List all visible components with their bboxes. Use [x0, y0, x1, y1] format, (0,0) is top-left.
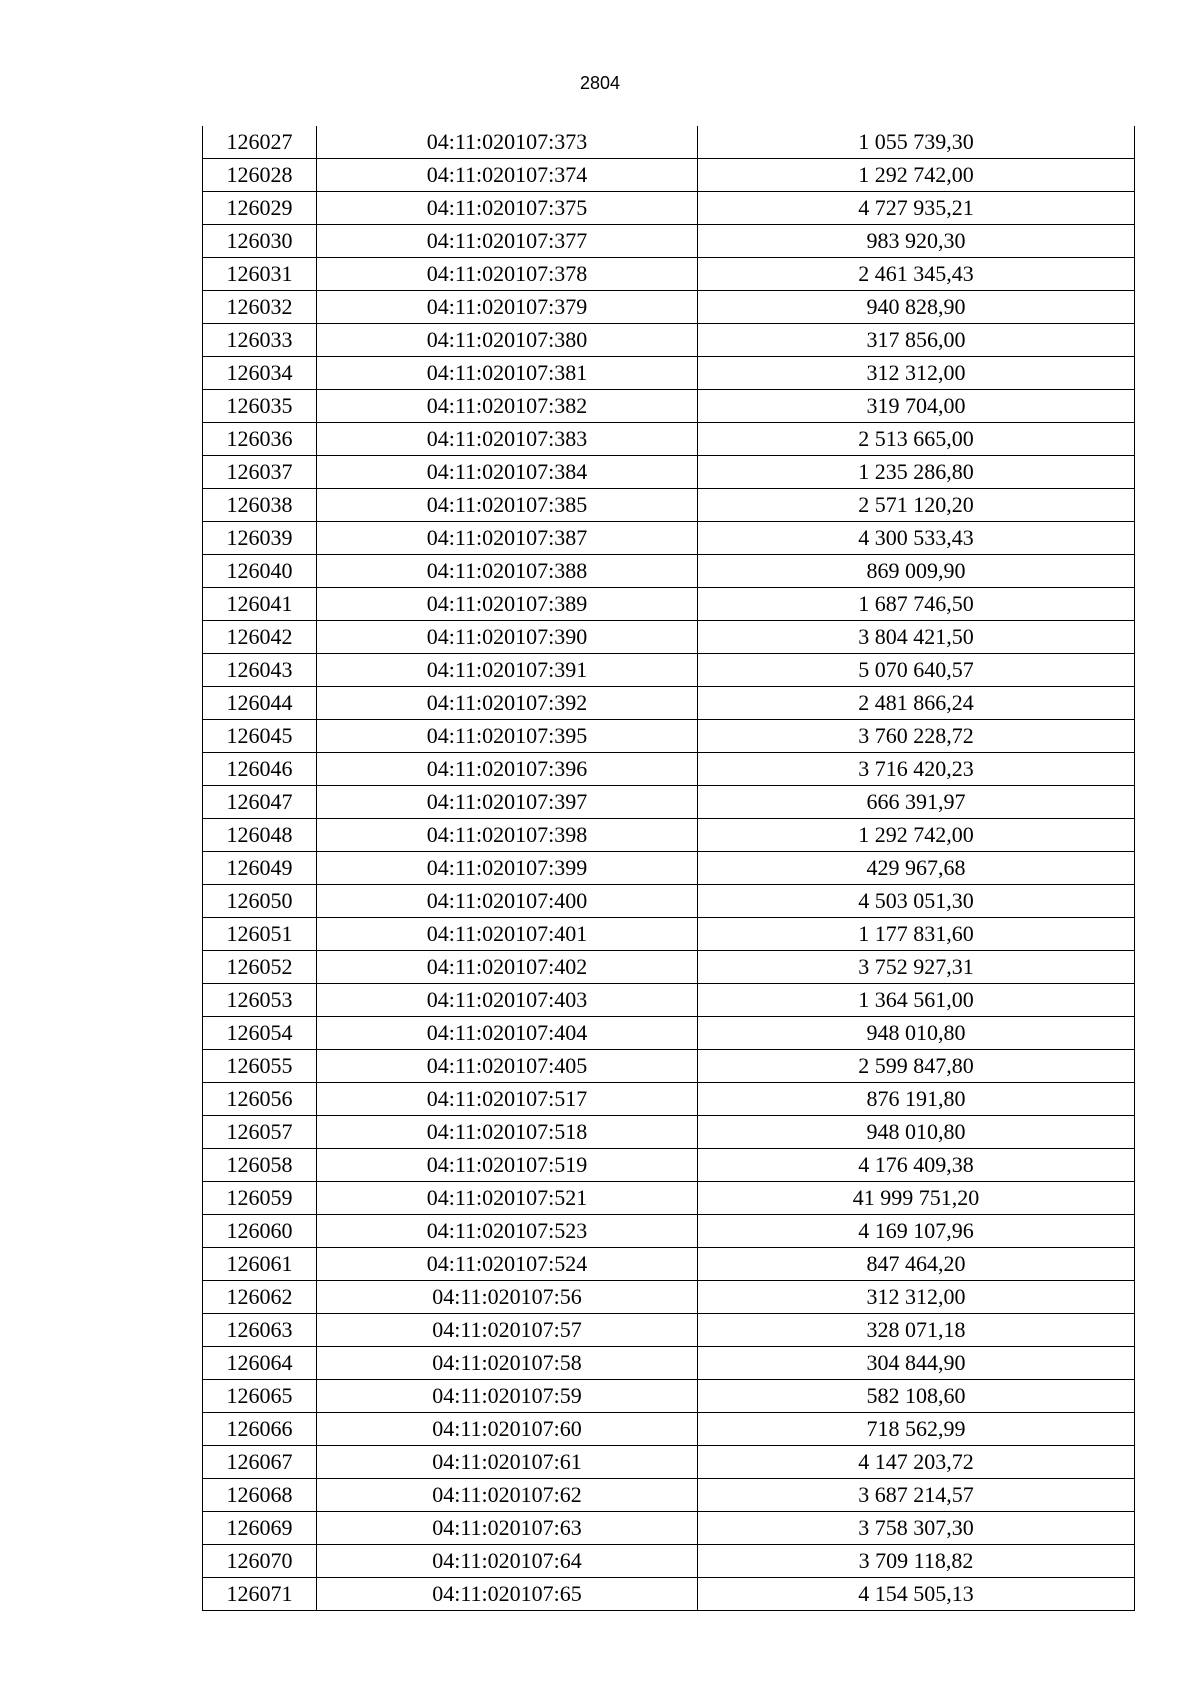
- cadastral-value-cell: 4 176 409,38: [698, 1149, 1135, 1182]
- cadastral-number-cell: 04:11:020107:61: [317, 1446, 698, 1479]
- row-number-cell: 126048: [203, 819, 317, 852]
- cadastral-value-cell: 3 760 228,72: [698, 720, 1135, 753]
- table-row: [203, 192, 1135, 225]
- table-body: [203, 126, 1135, 1611]
- cadastral-number-cell: 04:11:020107:379: [317, 291, 698, 324]
- cadastral-value-cell: 2 599 847,80: [698, 1050, 1135, 1083]
- row-number-cell: 126053: [203, 984, 317, 1017]
- row-number-cell: 126029: [203, 192, 317, 225]
- table-row: [203, 555, 1135, 588]
- cadastral-value-cell: 429 967,68: [698, 852, 1135, 885]
- cadastral-number-cell: 04:11:020107:399: [317, 852, 698, 885]
- table-row: [203, 1182, 1135, 1215]
- cadastral-number-cell: 04:11:020107:524: [317, 1248, 698, 1281]
- row-number-cell: 126034: [203, 357, 317, 390]
- row-number-cell: 126049: [203, 852, 317, 885]
- cadastral-number-cell: 04:11:020107:57: [317, 1314, 698, 1347]
- row-number-cell: 126038: [203, 489, 317, 522]
- cadastral-value-cell: 1 364 561,00: [698, 984, 1135, 1017]
- cadastral-value-cell: 4 503 051,30: [698, 885, 1135, 918]
- cadastral-value-cell: 3 709 118,82: [698, 1545, 1135, 1578]
- table-row: [203, 159, 1135, 192]
- table-row: [203, 984, 1135, 1017]
- cadastral-value-cell: 3 804 421,50: [698, 621, 1135, 654]
- cadastral-value-cell: 2 461 345,43: [698, 258, 1135, 291]
- row-number-cell: 126051: [203, 918, 317, 951]
- cadastral-value-cell: 2 513 665,00: [698, 423, 1135, 456]
- cadastral-number-cell: 04:11:020107:62: [317, 1479, 698, 1512]
- table-row: [203, 1479, 1135, 1512]
- row-number-cell: 126041: [203, 588, 317, 621]
- table-row: [203, 1149, 1135, 1182]
- cadastral-value-cell: 1 292 742,00: [698, 819, 1135, 852]
- row-number-cell: 126067: [203, 1446, 317, 1479]
- table-row: [203, 1050, 1135, 1083]
- row-number-cell: 126062: [203, 1281, 317, 1314]
- table-row: [203, 225, 1135, 258]
- row-number-cell: 126057: [203, 1116, 317, 1149]
- cadastral-number-cell: 04:11:020107:385: [317, 489, 698, 522]
- cadastral-number-cell: 04:11:020107:392: [317, 687, 698, 720]
- row-number-cell: 126061: [203, 1248, 317, 1281]
- row-number-cell: 126042: [203, 621, 317, 654]
- cadastral-number-cell: 04:11:020107:378: [317, 258, 698, 291]
- cadastral-number-cell: 04:11:020107:382: [317, 390, 698, 423]
- table-row: [203, 357, 1135, 390]
- row-number-cell: 126071: [203, 1578, 317, 1611]
- row-number-cell: 126032: [203, 291, 317, 324]
- cadastral-number-cell: 04:11:020107:403: [317, 984, 698, 1017]
- table-row: [203, 1281, 1135, 1314]
- row-number-cell: 126040: [203, 555, 317, 588]
- row-number-cell: 126039: [203, 522, 317, 555]
- table-row: [203, 720, 1135, 753]
- row-number-cell: 126046: [203, 753, 317, 786]
- table-row: [203, 1347, 1135, 1380]
- row-number-cell: 126027: [203, 126, 317, 159]
- table-row: [203, 1314, 1135, 1347]
- cadastral-number-cell: 04:11:020107:401: [317, 918, 698, 951]
- cadastral-value-cell: 1 687 746,50: [698, 588, 1135, 621]
- cadastral-number-cell: 04:11:020107:390: [317, 621, 698, 654]
- row-number-cell: 126033: [203, 324, 317, 357]
- cadastral-value-cell: 3 758 307,30: [698, 1512, 1135, 1545]
- cadastral-number-cell: 04:11:020107:380: [317, 324, 698, 357]
- cadastral-number-cell: 04:11:020107:63: [317, 1512, 698, 1545]
- cadastral-value-table: [202, 126, 1135, 1611]
- row-number-cell: 126035: [203, 390, 317, 423]
- cadastral-number-cell: 04:11:020107:523: [317, 1215, 698, 1248]
- cadastral-number-cell: 04:11:020107:395: [317, 720, 698, 753]
- table-row: [203, 654, 1135, 687]
- cadastral-number-cell: 04:11:020107:518: [317, 1116, 698, 1149]
- row-number-cell: 126066: [203, 1413, 317, 1446]
- cadastral-value-cell: 4 147 203,72: [698, 1446, 1135, 1479]
- row-number-cell: 126050: [203, 885, 317, 918]
- table-row: [203, 1083, 1135, 1116]
- cadastral-number-cell: 04:11:020107:517: [317, 1083, 698, 1116]
- row-number-cell: 126060: [203, 1215, 317, 1248]
- cadastral-number-cell: 04:11:020107:373: [317, 126, 698, 159]
- cadastral-number-cell: 04:11:020107:383: [317, 423, 698, 456]
- cadastral-value-cell: 304 844,90: [698, 1347, 1135, 1380]
- cadastral-number-cell: 04:11:020107:397: [317, 786, 698, 819]
- cadastral-number-cell: 04:11:020107:404: [317, 1017, 698, 1050]
- cadastral-value-cell: 4 154 505,13: [698, 1578, 1135, 1611]
- cadastral-value-cell: 876 191,80: [698, 1083, 1135, 1116]
- row-number-cell: 126043: [203, 654, 317, 687]
- cadastral-value-cell: 1 055 739,30: [698, 126, 1135, 159]
- cadastral-value-cell: 940 828,90: [698, 291, 1135, 324]
- cadastral-number-cell: 04:11:020107:65: [317, 1578, 698, 1611]
- cadastral-value-cell: 319 704,00: [698, 390, 1135, 423]
- row-number-cell: 126031: [203, 258, 317, 291]
- table-row: [203, 1545, 1135, 1578]
- table-row: [203, 918, 1135, 951]
- cadastral-number-cell: 04:11:020107:398: [317, 819, 698, 852]
- cadastral-value-cell: 4 727 935,21: [698, 192, 1135, 225]
- row-number-cell: 126055: [203, 1050, 317, 1083]
- table-row: [203, 456, 1135, 489]
- table-row: [203, 885, 1135, 918]
- cadastral-value-cell: 3 687 214,57: [698, 1479, 1135, 1512]
- cadastral-value-cell: 2 571 120,20: [698, 489, 1135, 522]
- row-number-cell: 126044: [203, 687, 317, 720]
- table-row: [203, 951, 1135, 984]
- cadastral-value-cell: 4 169 107,96: [698, 1215, 1135, 1248]
- cadastral-number-cell: 04:11:020107:375: [317, 192, 698, 225]
- row-number-cell: 126059: [203, 1182, 317, 1215]
- table-row: [203, 126, 1135, 159]
- cadastral-value-cell: 847 464,20: [698, 1248, 1135, 1281]
- cadastral-number-cell: 04:11:020107:58: [317, 1347, 698, 1380]
- table-row: [203, 753, 1135, 786]
- table-row: [203, 852, 1135, 885]
- row-number-cell: 126068: [203, 1479, 317, 1512]
- page-number: 2804: [579, 73, 621, 93]
- row-number-cell: 126056: [203, 1083, 317, 1116]
- table-row: [203, 786, 1135, 819]
- cadastral-value-cell: 1 235 286,80: [698, 456, 1135, 489]
- cadastral-number-cell: 04:11:020107:402: [317, 951, 698, 984]
- row-number-cell: 126069: [203, 1512, 317, 1545]
- row-number-cell: 126064: [203, 1347, 317, 1380]
- table-row: [203, 1116, 1135, 1149]
- cadastral-value-cell: 1 292 742,00: [698, 159, 1135, 192]
- cadastral-number-cell: 04:11:020107:64: [317, 1545, 698, 1578]
- table-row: [203, 324, 1135, 357]
- table-row: [203, 1512, 1135, 1545]
- cadastral-value-cell: 2 481 866,24: [698, 687, 1135, 720]
- cadastral-number-cell: 04:11:020107:384: [317, 456, 698, 489]
- table-row: [203, 588, 1135, 621]
- table-row: [203, 522, 1135, 555]
- table-row: [203, 258, 1135, 291]
- table-row: [203, 1380, 1135, 1413]
- table-row: [203, 1413, 1135, 1446]
- row-number-cell: 126047: [203, 786, 317, 819]
- cadastral-number-cell: 04:11:020107:56: [317, 1281, 698, 1314]
- table-row: [203, 1446, 1135, 1479]
- cadastral-value-cell: 582 108,60: [698, 1380, 1135, 1413]
- table-row: [203, 819, 1135, 852]
- row-number-cell: 126065: [203, 1380, 317, 1413]
- cadastral-value-cell: 4 300 533,43: [698, 522, 1135, 555]
- cadastral-number-cell: 04:11:020107:381: [317, 357, 698, 390]
- cadastral-number-cell: 04:11:020107:387: [317, 522, 698, 555]
- cadastral-value-cell: 312 312,00: [698, 357, 1135, 390]
- cadastral-number-cell: 04:11:020107:400: [317, 885, 698, 918]
- cadastral-value-cell: 5 070 640,57: [698, 654, 1135, 687]
- cadastral-value-cell: 312 312,00: [698, 1281, 1135, 1314]
- cadastral-number-cell: 04:11:020107:391: [317, 654, 698, 687]
- table-row: [203, 390, 1135, 423]
- row-number-cell: 126030: [203, 225, 317, 258]
- cadastral-value-cell: 317 856,00: [698, 324, 1135, 357]
- cadastral-value-cell: 1 177 831,60: [698, 918, 1135, 951]
- row-number-cell: 126052: [203, 951, 317, 984]
- table-row: [203, 1248, 1135, 1281]
- cadastral-value-cell: 948 010,80: [698, 1116, 1135, 1149]
- cadastral-number-cell: 04:11:020107:388: [317, 555, 698, 588]
- cadastral-number-cell: 04:11:020107:60: [317, 1413, 698, 1446]
- cadastral-value-cell: 328 071,18: [698, 1314, 1135, 1347]
- table-row: [203, 1578, 1135, 1611]
- row-number-cell: 126036: [203, 423, 317, 456]
- cadastral-value-cell: 718 562,99: [698, 1413, 1135, 1446]
- cadastral-number-cell: 04:11:020107:389: [317, 588, 698, 621]
- row-number-cell: 126054: [203, 1017, 317, 1050]
- cadastral-number-cell: 04:11:020107:396: [317, 753, 698, 786]
- table-row: [203, 621, 1135, 654]
- cadastral-number-cell: 04:11:020107:405: [317, 1050, 698, 1083]
- cadastral-value-cell: 41 999 751,20: [698, 1182, 1135, 1215]
- row-number-cell: 126063: [203, 1314, 317, 1347]
- cadastral-value-cell: 666 391,97: [698, 786, 1135, 819]
- cadastral-value-cell: 3 716 420,23: [698, 753, 1135, 786]
- row-number-cell: 126037: [203, 456, 317, 489]
- cadastral-number-cell: 04:11:020107:374: [317, 159, 698, 192]
- cadastral-value-cell: 948 010,80: [698, 1017, 1135, 1050]
- row-number-cell: 126028: [203, 159, 317, 192]
- table-row: [203, 1215, 1135, 1248]
- cadastral-number-cell: 04:11:020107:519: [317, 1149, 698, 1182]
- table-row: [203, 423, 1135, 456]
- cadastral-value-cell: 3 752 927,31: [698, 951, 1135, 984]
- row-number-cell: 126045: [203, 720, 317, 753]
- table-row: [203, 291, 1135, 324]
- cadastral-number-cell: 04:11:020107:377: [317, 225, 698, 258]
- table-row: [203, 489, 1135, 522]
- cadastral-number-cell: 04:11:020107:59: [317, 1380, 698, 1413]
- table-row: [203, 687, 1135, 720]
- table-row: [203, 1017, 1135, 1050]
- cadastral-value-cell: 869 009,90: [698, 555, 1135, 588]
- row-number-cell: 126058: [203, 1149, 317, 1182]
- cadastral-value-cell: 983 920,30: [698, 225, 1135, 258]
- row-number-cell: 126070: [203, 1545, 317, 1578]
- cadastral-number-cell: 04:11:020107:521: [317, 1182, 698, 1215]
